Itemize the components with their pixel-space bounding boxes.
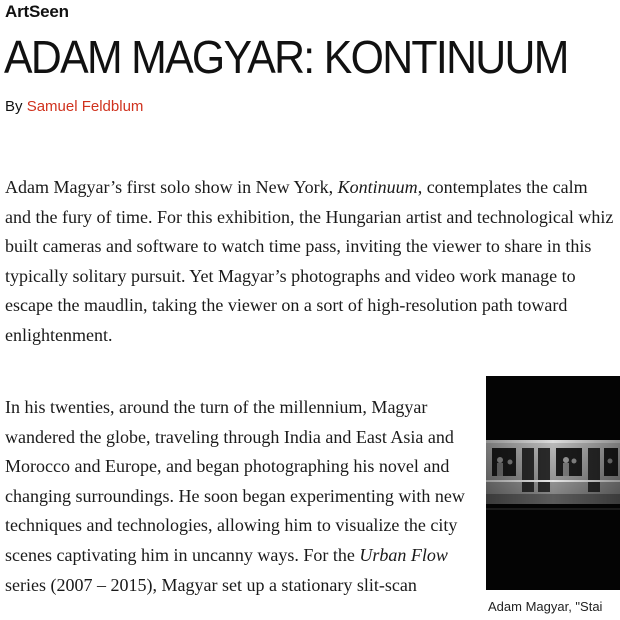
paragraph-text: series (2007 – 2015), Magyar set up a stationary slit-scan <box>5 574 417 595</box>
article-paragraph-1 <box>5 173 617 351</box>
section-label[interactable]: ArtSeen <box>5 2 69 21</box>
byline <box>5 98 143 115</box>
paragraph-text: In his twenties, around the turn of the millennium, Magyar wandered the globe, traveling through India and East Asia and Morocco and Europe, and began photographing his novel and changing surroundings. He soon began experimenting with new techniques and technologies, allowing him to visualize the city scenes captivating him in uncanny ways. For the <box>5 397 465 565</box>
page-title: ADAM MAGYAR: KONTINUUM <box>4 31 568 83</box>
byline-prefix: By <box>5 98 27 115</box>
paragraph-text: Adam Magyar’s first solo show in New York, <box>5 177 338 197</box>
author-link[interactable]: Samuel Feldblum <box>26 98 144 115</box>
subway-train-photo <box>486 376 620 590</box>
artwork-image[interactable] <box>486 376 620 590</box>
exhibition-title: Kontinuum <box>337 177 418 197</box>
image-caption: Adam Magyar, "Stai <box>488 599 603 614</box>
article-paragraph-2 <box>5 393 479 600</box>
paragraph-text: , contemplates the calm and the fury of time. For this exhibition, the Hungarian artist and technological whiz built cameras and software to watch time pass, inviting the viewer to share in this typically solitary pursuit. Yet Magyar’s photographs and video work manage to escape the maudlin, taking the viewer on a sort of high-resolution path toward enlightenment. <box>5 177 614 345</box>
series-title: Urban Flow <box>359 544 448 565</box>
